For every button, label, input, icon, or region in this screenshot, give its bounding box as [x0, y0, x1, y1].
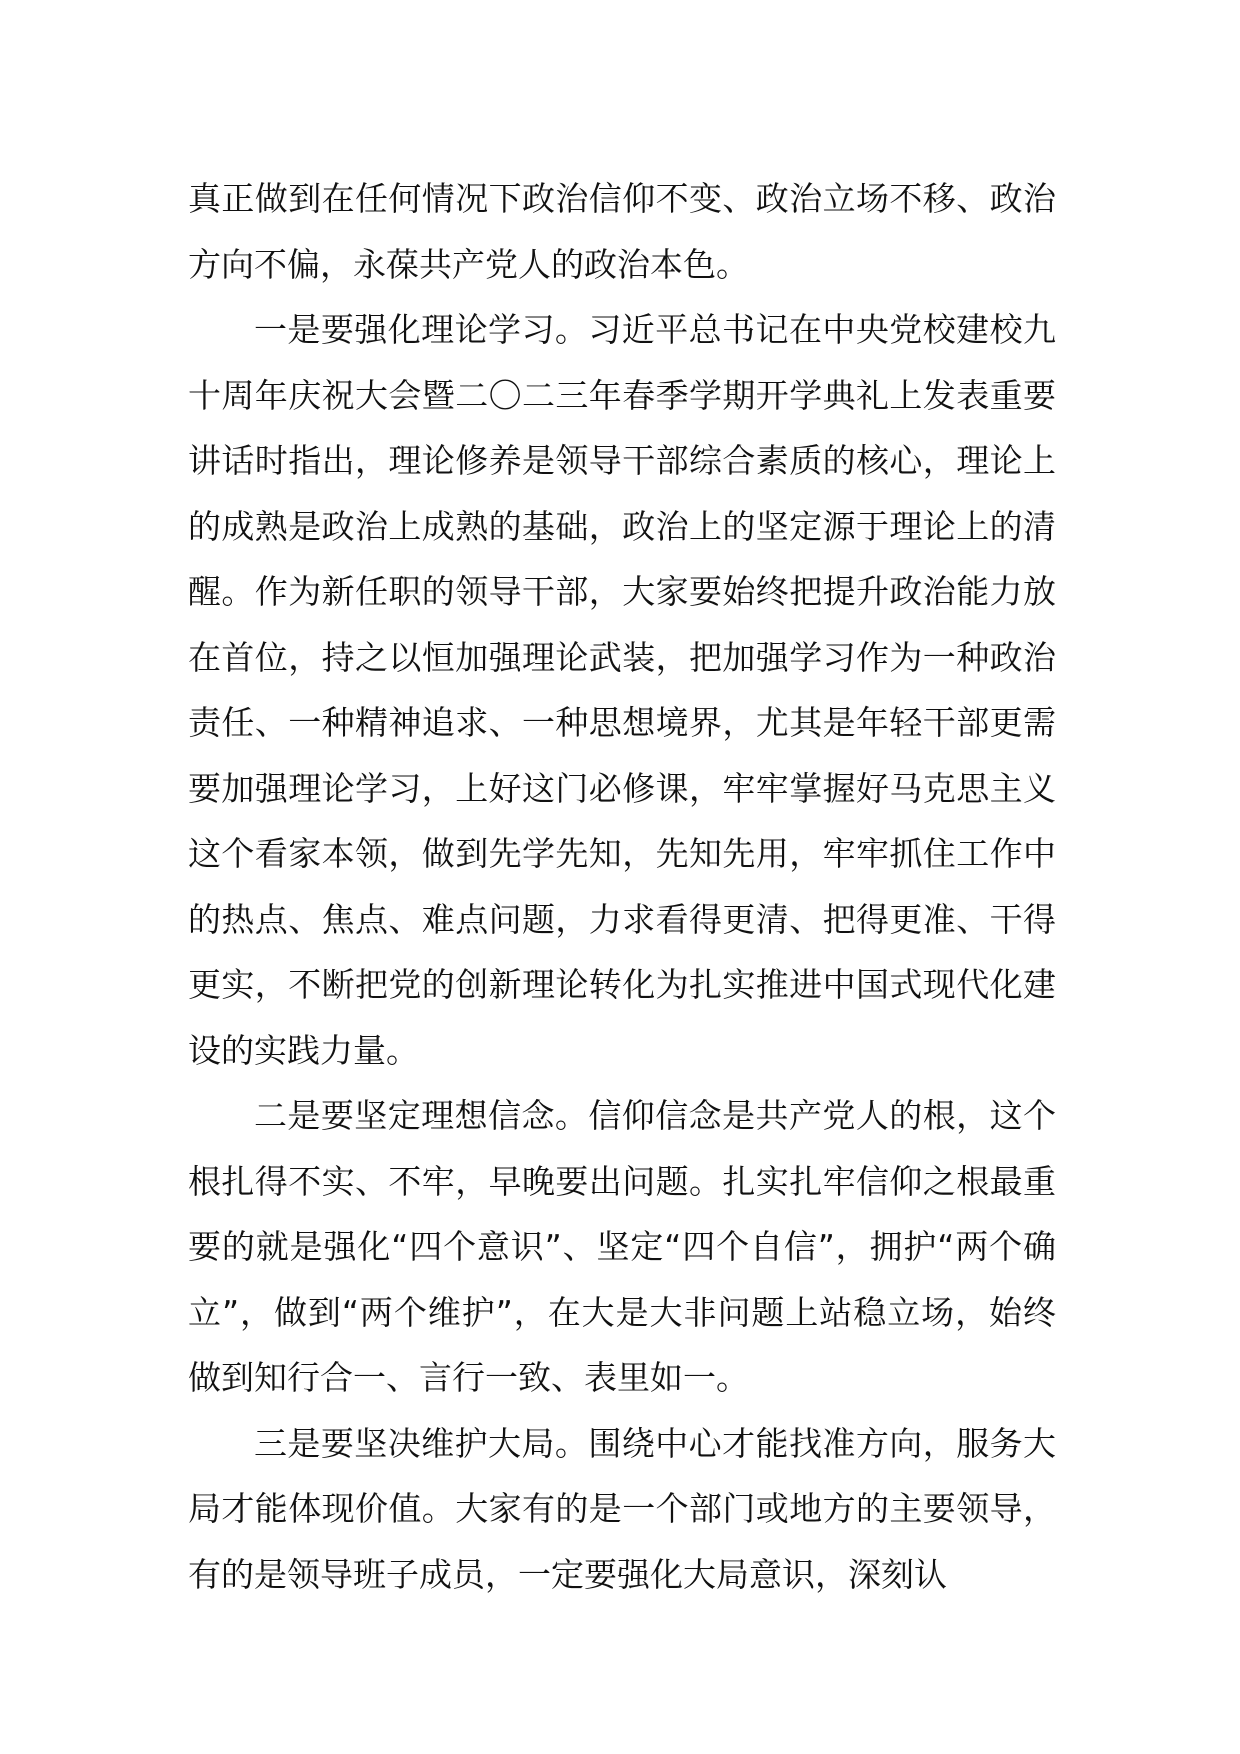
paragraph-continuation: 真正做到在任何情况下政治信仰不变、政治立场不移、政治方向不偏，永葆共产党人的政治本色。 — [188, 179, 1056, 284]
paragraph-ideals-beliefs: 二是要坚定理想信念。信仰信念是共产党人的根，这个根扎得不实、不牢，早晚要出问题。扎实扎牢信仰之根最重要的就是强化“四个意识”、坚定“四个自信”，拥护“两个确立”，做到“两个维护”，在大是大非问题上站稳立场，始终做到知行合一、言行一致、表里如一。 — [188, 1096, 1056, 1397]
document-body — [188, 166, 1056, 1607]
paragraph-overall-situation: 三是要坚决维护大局。围绕中心才能找准方向，服务大局才能体现价值。大家有的是一个部门或地方的主要领导，有的是领导班子成员，一定要强化大局意识，深刻认 — [188, 1423, 1056, 1594]
paragraph-theory-study: 一是要强化理论学习。习近平总书记在中央党校建校九十周年庆祝大会暨二〇二三年春季学期开学典礼上发表重要讲话时指出，理论修养是领导干部综合素质的核心，理论上的成熟是政治上成熟的基础，政治上的坚定源于理论上的清醒。作为新任职的领导干部，大家要始终把提升政治能力放在首位，持之以恒加强理论武装，把加强学习作为一种政治责任、一种精神追求、一种思想境界，尤其是年轻干部更需要加强理论学习，上好这门必修课，牢牢掌握好马克思主义这个看家本领，做到先学先知，先知先用，牢牢抓住工作中的热点、焦点、难点问题，力求看得更清、把得更准、干得更实，不断把党的创新理论转化为扎实推进中国式现代化建设的实践力量。 — [188, 310, 1056, 1070]
